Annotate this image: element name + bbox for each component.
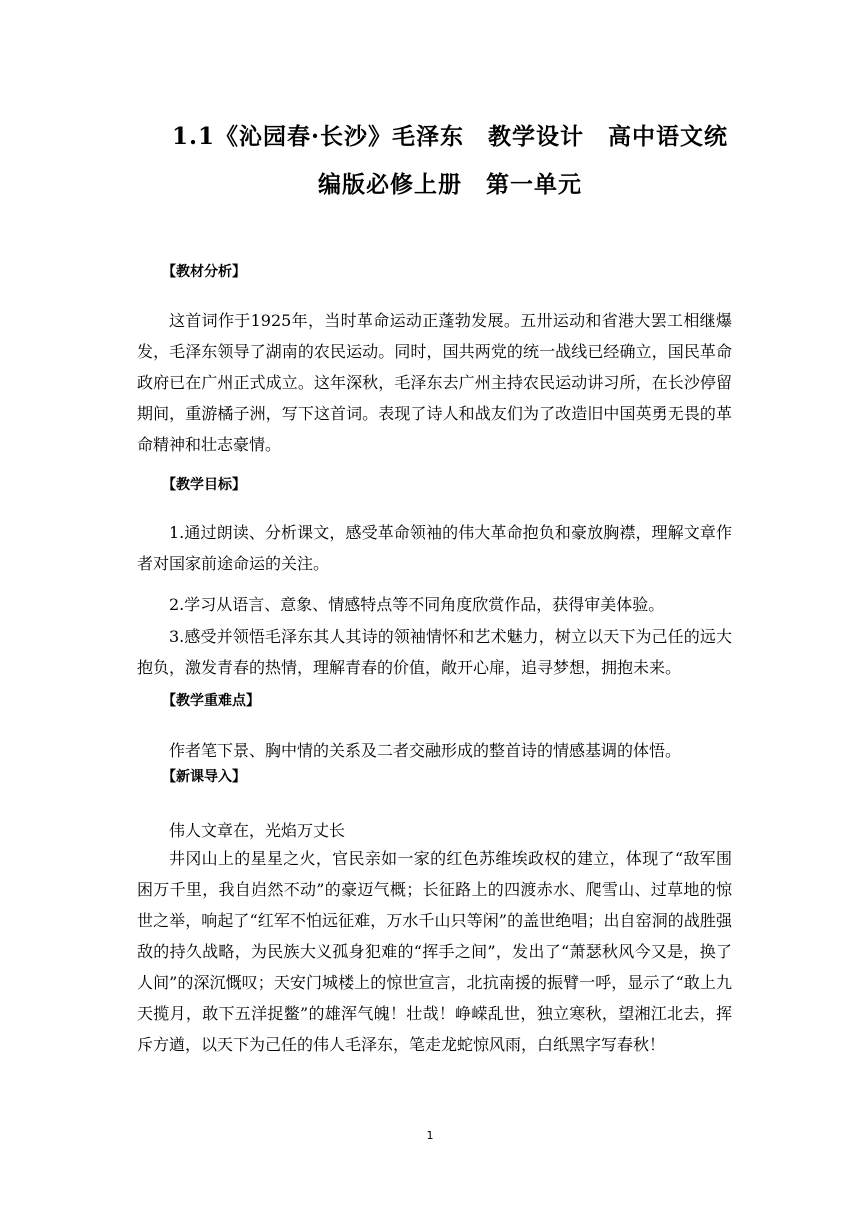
goal-item-1: 1.通过朗读、分析课文，感受革命领袖的伟大革命抱负和豪放胸襟，理解文章作者对国家前途命运的关注。 xyxy=(137,523,732,573)
intro-subtitle: 伟人文章在，光焰万丈长 xyxy=(169,821,346,840)
keypoints-text: 作者笔下景、胸中情的关系及二者交融形成的整首诗的情感基调的体悟。 xyxy=(169,741,682,760)
section-heading-goals: 【教学目标】 xyxy=(162,477,246,493)
document-title-line-1: 1.1《沁园春·长沙》毛泽东 教学设计 高中语文统 xyxy=(171,123,729,150)
section-heading-analysis: 【教材分析】 xyxy=(162,264,246,280)
section-heading-intro: 【新课导入】 xyxy=(162,769,246,785)
section-heading-keypoints: 【教学重难点】 xyxy=(162,693,260,709)
analysis-paragraph: 这首词作于1925年，当时革命运动正蓬勃发展。五卅运动和省港大罢工相继爆发，毛泽东领导了湖南的农民运动。同时，国共两党的统一战线已经确立，国民革命政府已在广州正式成立。这年深秋，毛泽东去广州主持农民运动讲习所，在长沙停留期间，重游橘子洲，写下这首词。表现了诗人和战友们为了改造旧中国英勇无畏的革命精神和壮志豪情。 xyxy=(137,311,732,454)
page-number: 1 xyxy=(426,1129,434,1142)
document-title-line-2: 编版必修上册 第一单元 xyxy=(318,171,582,198)
goal-item-3: 3.感受并领悟毛泽东其人其诗的领袖情怀和艺术魅力，树立以天下为己任的远大抱负，激发青春的热情，理解青春的价值，敞开心扉，追寻梦想，拥抱未来。 xyxy=(137,627,732,677)
intro-paragraph: 井冈山上的星星之火，官民亲如一家的红色苏维埃政权的建立，体现了“敌军围困万千里，我自岿然不动”的豪迈气概；长征路上的四渡赤水、爬雪山、过草地的惊世之举，响起了“红军不怕远征难，万水千山只等闲”的盖世绝唱；出自窑洞的战胜强敌的持久战略，为民族大义孤身犯难的“挥手之间”，发出了“萧瑟秋风今又是，换了人间”的深沉慨叹；天安门城楼上的惊世宣言，北抗南援的振臂一呼，显示了“敢上九天揽月，敢下五洋捉鳖”的雄浑气魄！壮哉！峥嵘乱世，独立寒秋，望湘江北去，挥斥方遒，以天下为己任的伟人毛泽东，笔走龙蛇惊风雨，白纸黑字写春秋！ xyxy=(137,849,732,1054)
goal-item-2: 2.学习从语言、意象、情感特点等不同角度欣赏作品，获得审美体验。 xyxy=(169,595,665,614)
